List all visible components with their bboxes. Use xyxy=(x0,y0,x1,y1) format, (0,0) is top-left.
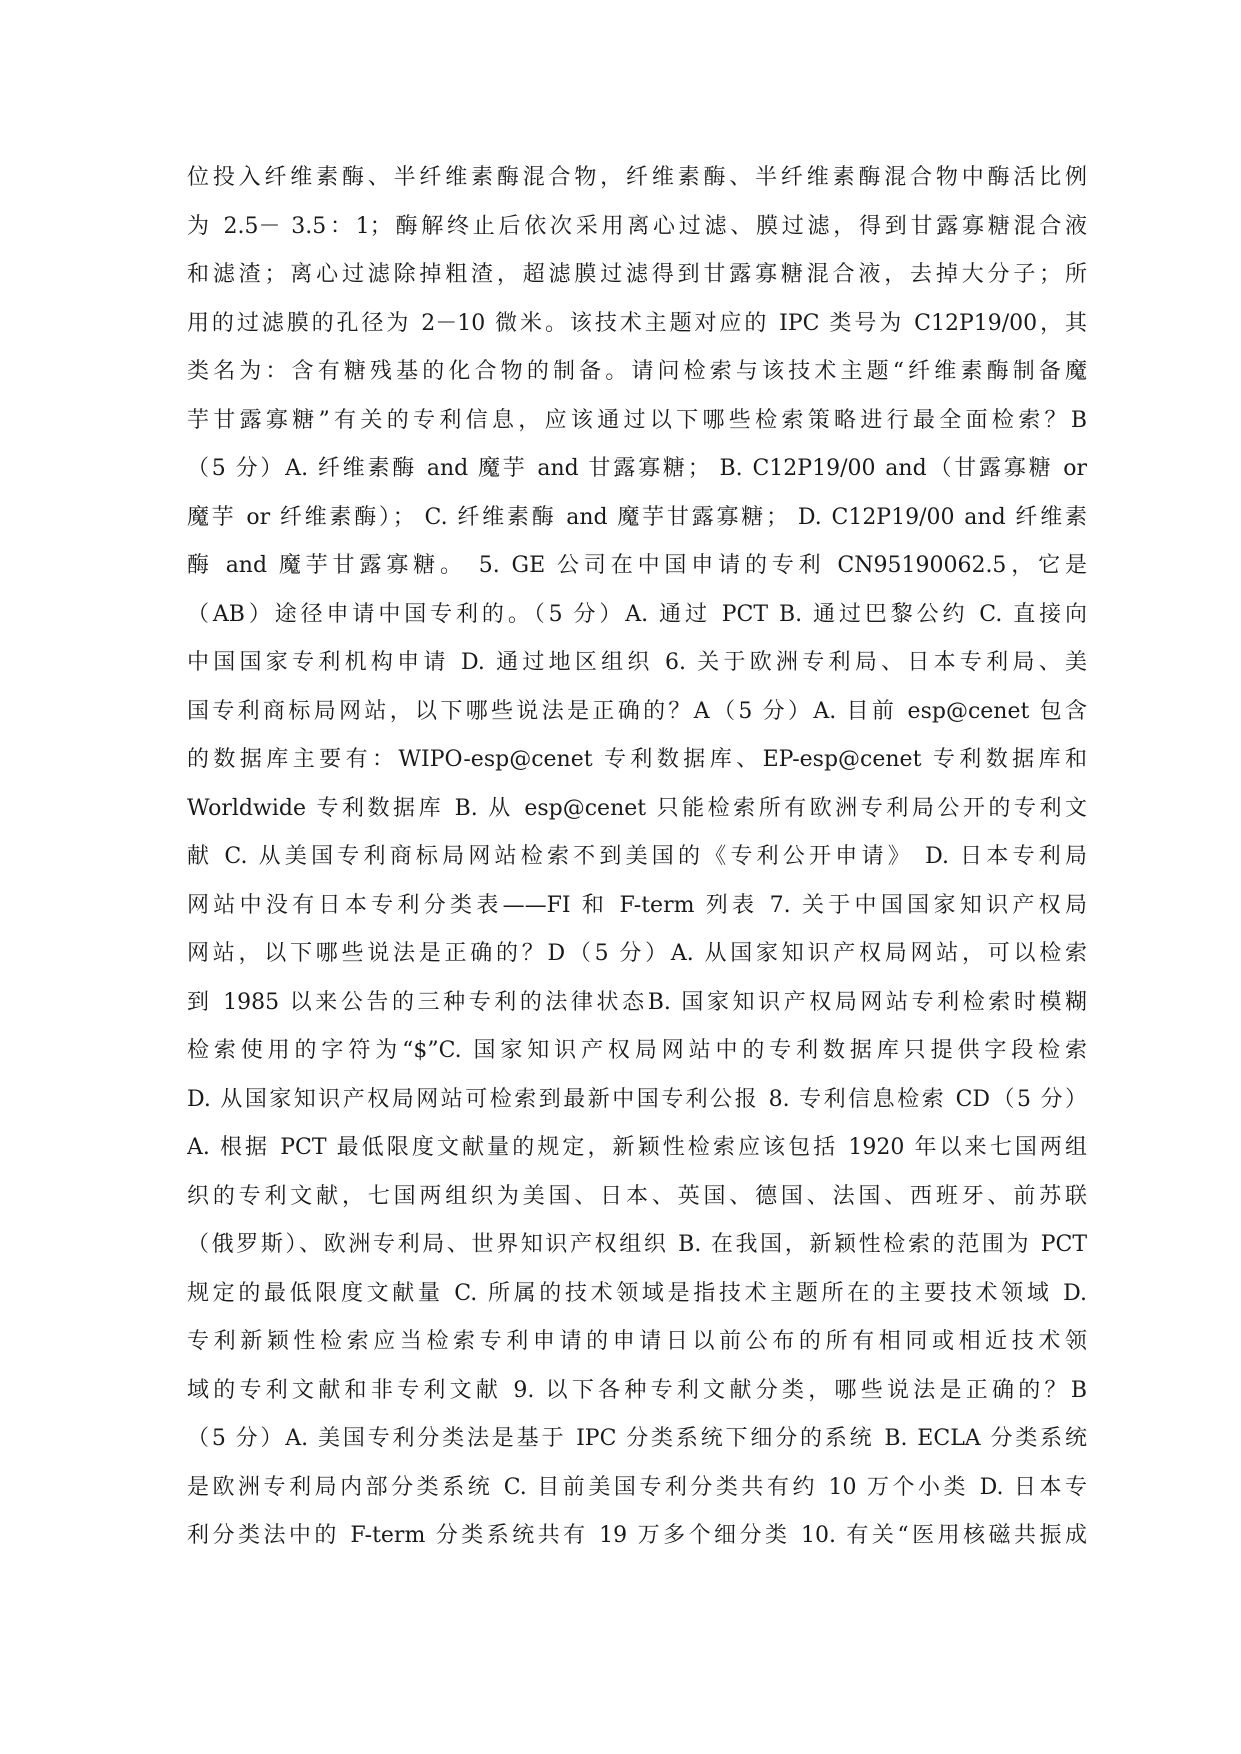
text-line: 网站，以下哪些说法是正确的？D（5 分）A. 从国家知识产权局网站，可以检索 xyxy=(187,941,1087,966)
text-line: 用的过滤膜的孔径为 2－10 微米。该技术主题对应的 IPC 类号为 C12P19/00，其 xyxy=(187,310,1087,336)
text-line: 是欧洲专利局内部分类系统 C. 目前美国专利分类共有约 10 万个小类 D. 日本专 xyxy=(187,1474,1087,1500)
text-line: 位投入纤维素酶、半纤维素酶混合物，纤维素酶、半纤维素酶混合物中酶活比例 xyxy=(187,165,1087,190)
text-line: 检索使用的字符为“$”C. 国家知识产权局网站中的专利数据库只提供字段检索 xyxy=(187,1038,1087,1063)
text-line: 的数据库主要有：WIPO-esp@cenet 专利数据库、EP-esp@cenet 专利数据库和 xyxy=(187,747,1087,772)
text-line: 国专利商标局网站，以下哪些说法是正确的？A（5 分）A. 目前 esp@cenet 包含 xyxy=(187,698,1087,724)
text-line: A. 根据 PCT 最低限度文献量的规定，新颖性检索应该包括 1920 年以来七国两组 xyxy=(187,1135,1087,1160)
text-line: 到 1985 以来公告的三种专利的法律状态B. 国家知识产权局网站专利检索时模糊 xyxy=(187,989,1087,1015)
text-line: 中国国家专利机构申请 D. 通过地区组织 6. 关于欧洲专利局、日本专利局、美 xyxy=(187,650,1087,675)
text-line: （俄罗斯）、欧洲专利局、世界知识产权组织 B. 在我国，新颖性检索的范围为 PCT xyxy=(187,1232,1087,1257)
text-line: 专利新颖性检索应当检索专利申请的申请日以前公布的所有相同或相近技术领 xyxy=(187,1329,1087,1354)
text-line: 献 C. 从美国专利商标局网站检索不到美国的《专利公开申请》 D. 日本专利局 xyxy=(187,844,1087,869)
text-line: （5 分）A. 纤维素酶 and 魔芋 and 甘露寡糖； B. C12P19/00 and（甘露寡糖 or xyxy=(187,456,1087,481)
text-line: （AB）途径申请中国专利的。（5 分）A. 通过 PCT B. 通过巴黎公约 C. 直接向 xyxy=(187,601,1087,627)
text-line: 织的专利文献，七国两组织为美国、日本、英国、德国、法国、西班牙、前苏联 xyxy=(187,1183,1087,1209)
text-line: 酶 and 魔芋甘露寡糖。 5. GE 公司在中国申请的专利 CN95190062.5，它是 xyxy=(187,553,1087,578)
text-line: Worldwide 专利数据库 B. 从 esp@cenet 只能检索所有欧洲专利局公开的专利文 xyxy=(187,795,1087,821)
text-line: 利分类法中的 F-term 分类系统共有 19 万多个细分类 10. 有关“医用核磁共振成 xyxy=(187,1523,1087,1548)
text-line: 域的专利文献和非专利文献 9. 以下各种专利文献分类，哪些说法是正确的？B xyxy=(187,1377,1087,1403)
text-line: 魔芋 or 纤维素酶）； C. 纤维素酶 and 魔芋甘露寡糖； D. C12P19/00 and 纤维素 xyxy=(187,504,1087,530)
text-line: （5 分）A. 美国专利分类法是基于 IPC 分类系统下细分的系统 B. ECLA 分类系统 xyxy=(187,1426,1087,1451)
text-line: 和滤渣；离心过滤除掉粗渣，超滤膜过滤得到甘露寡糖混合液，去掉大分子；所 xyxy=(187,262,1087,287)
text-line: 网站中没有日本专利分类表——FI 和 F-term 列表 7. 关于中国国家知识产权局 xyxy=(187,892,1087,918)
document-body xyxy=(187,154,1087,1561)
text-line: 为 2.5－ 3.5：1；酶解终止后依次采用离心过滤、膜过滤，得到甘露寡糖混合液 xyxy=(187,213,1087,239)
text-line: D. 从国家知识产权局网站可检索到最新中国专利公报 8. 专利信息检索 CD（5 分） xyxy=(187,1086,1087,1112)
text-line: 类名为：含有糖残基的化合物的制备。请问检索与该技术主题“纤维素酶制备魔 xyxy=(187,359,1087,384)
text-line: 芋甘露寡糖”有关的专利信息，应该通过以下哪些检索策略进行最全面检索？B xyxy=(187,407,1087,433)
text-line: 规定的最低限度文献量 C. 所属的技术领域是指技术主题所在的主要技术领域 D. xyxy=(187,1280,1087,1306)
